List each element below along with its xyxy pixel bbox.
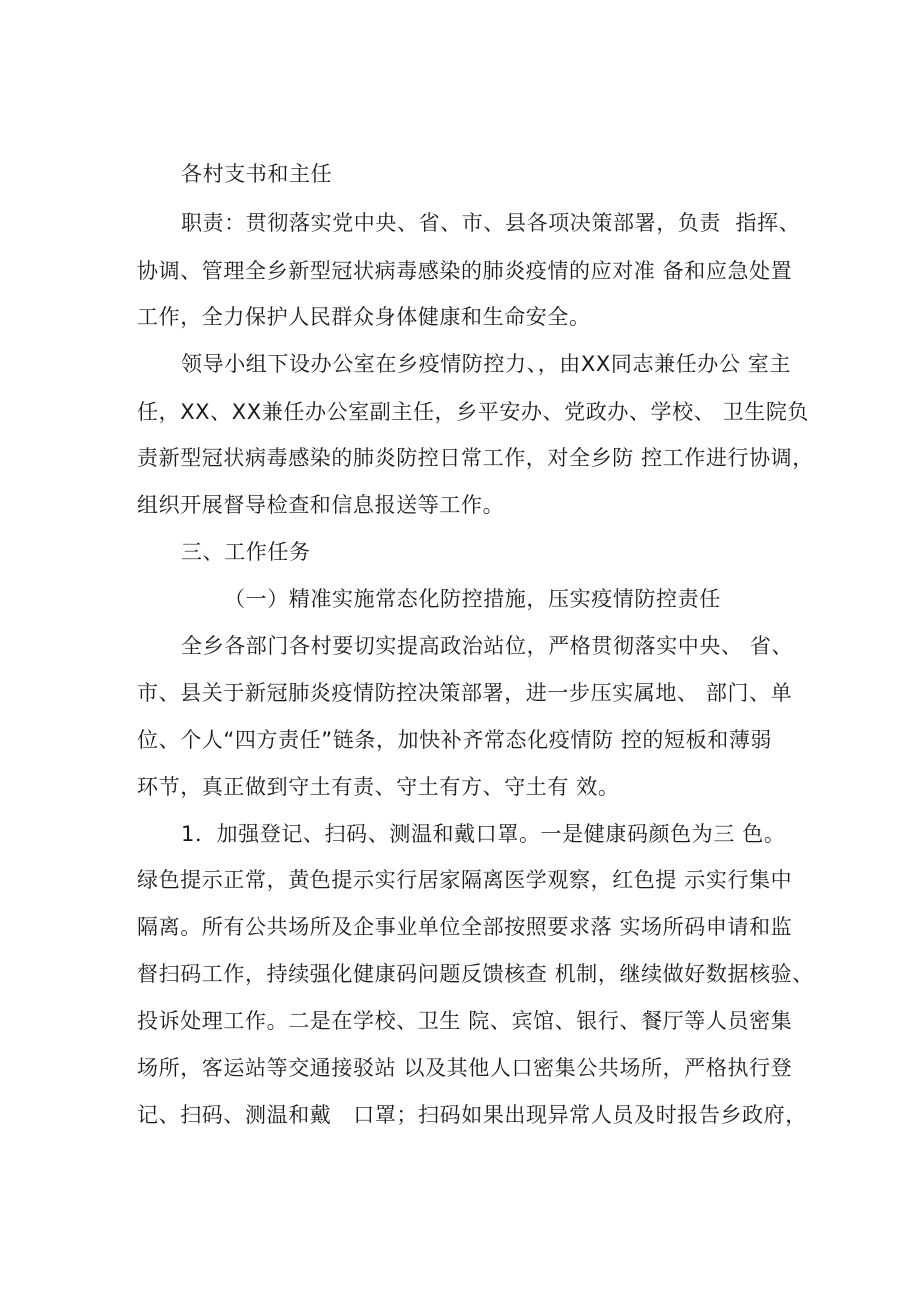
text-line: 责新型冠状病毒感染的肺炎防控日常工作，对全乡防 控工作进行协调， — [137, 446, 814, 470]
text-line: 职责：贯彻落实党中央、省、市、县各项决策部署，负责 指挥、 — [181, 211, 801, 235]
text-line: 工作，全力保护人民群众身体健康和生命安全。 — [137, 305, 591, 329]
text-line: 督扫码工作，持续强化健康码问题反馈核查 机制，继续做好数据核验、 — [137, 962, 814, 986]
text-line: 任，XX、XX兼任办公室副主任，乡平安办、党政办、学校、 卫生院负 — [137, 400, 810, 424]
text-line: 投诉处理工作。二是在学校、卫生 院、宾馆、银行、餐厅等人员密集 — [137, 1009, 793, 1033]
text-line: 各村支书和主任 — [181, 162, 333, 186]
text-line: 全乡各部门各村要切实提高政治站位，严格贯彻落实中央、 省、 — [181, 634, 794, 658]
text-line: 市、县关于新冠肺炎疫情防控决策部署，进一步压实属地、 部门、单 — [137, 681, 793, 705]
text-line: 领导小组下设办公室在乡疫情防控力、，由XX同志兼任办公 室主 — [181, 352, 791, 376]
text-line: 协调、管理全乡新型冠状病毒感染的肺炎疫情的应对准 备和应急处置 — [137, 259, 793, 283]
text-line: 隔离。所有公共场所及企事业单位全部按照要求落 实场所码申请和监 — [137, 915, 793, 939]
text-line: 组织开展督导检查和信息报送等工作。 — [137, 493, 505, 517]
text-line: 记、扫码、测温和戴 口罩；扫码如果出现异常人员及时报告乡政府， — [137, 1103, 807, 1127]
text-line: 环节，真正做到守土有责、守土有方、守土有 效。 — [137, 775, 620, 799]
text-line: 场所，客运站等交通接驳站 以及其他人口密集公共场所，严格执行登 — [137, 1056, 793, 1080]
section-heading: 三、工作任务 — [181, 540, 311, 564]
text-line: 绿色提示正常，黄色提示实行居家隔离医学观察，红色提 示实行集中 — [137, 868, 793, 892]
text-line: 1．加强登记、扫码、测温和戴口罩。一是健康码颜色为三 色。 — [181, 822, 786, 846]
text-line: 位、个人“四方责任”链条，加快补齐常态化疫情防 控的短板和薄弱 — [137, 728, 773, 752]
subsection-heading: （一）精准实施常态化防控措施，压实疫情防控责任 — [224, 587, 721, 611]
